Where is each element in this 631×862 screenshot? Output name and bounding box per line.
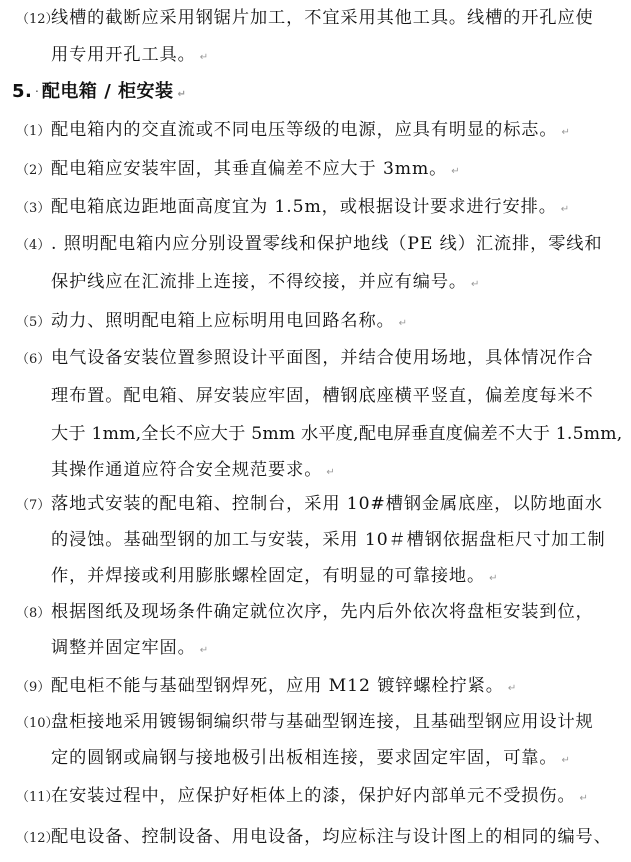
item-number: （11） [16,790,59,805]
item-text: 盘柜接地采用镀锡铜编织带与基础型钢连接，且基础型钢应用设计规 [51,712,594,732]
item-text: 配电设备、控制设备、用电设备，均应标注与设计图上的相同的编号、 [51,827,612,847]
item-text: 根据图纸及现场条件确定就位次序，先内后外依次将盘柜安装到位， [51,602,594,622]
paragraph-mark-icon: ↵ [471,279,480,290]
item-text: 线槽的截断应采用钢锯片加工，不宜采用其他工具。线槽的开孔应使 [51,8,594,28]
item-text: 配电箱应安装牢固，其垂直偏差不应大于 3mm。 [51,159,448,179]
paragraph-mark-icon: ↵ [507,683,517,694]
item-number: （9） [16,680,51,695]
item-number: （2） [16,163,51,178]
item-text: 大于 1mm,全长不应大于 5mm 水平度,配电屏垂直度偏差不大于 1.5mm, [51,424,623,444]
paragraph-mark-icon: ↵ [560,204,570,215]
item-text: 动力、照明配电箱上应标明用电回路名称。 [51,311,395,331]
item-text: 作，并焊接或利用膨胀螺栓固定，有明显的可靠接地。 [51,566,486,586]
paragraph-mark-icon: ↵ [579,793,588,804]
paragraph-mark-icon: ↵ [489,573,498,584]
item-text: 用专用开孔工具。 [51,45,196,65]
item-text: 配电柜不能与基础型钢焊死，应用 M12 镀锌螺栓拧紧。 [51,676,504,696]
paragraph-mark-icon: ↵ [451,166,460,177]
item-text: 落地式安装的配电箱、控制台，采用 10#槽钢金属底座，以防地面水 [51,494,603,514]
section-heading [12,81,186,106]
item-text: 配电箱内的交直流或不同电压等级的电源，应具有明显的标志。 [51,120,558,140]
item-text: 保护线应在汇流排上连接，不得绞接，并应有编号。 [51,272,468,292]
item-text: 的浸蚀。基础型钢的加工与安装，采用 10＃槽钢依据盘柜尺寸加工制 [51,530,606,550]
item-text: 理布置。配电箱、屏安装应牢固，槽钢底座横平竖直，偏差度每米不 [51,386,594,406]
item-number: （1） [16,124,51,139]
paragraph-mark-icon: ↵ [326,467,335,478]
item-number: （12） [16,831,59,846]
item-text: 调整并固定牢固。 [51,638,196,658]
paragraph-mark-icon: ↵ [199,52,209,63]
item-number: （8） [16,606,51,621]
paragraph-mark-icon: ↵ [398,318,408,329]
item-text: 其操作通道应符合安全规范要求。 [51,460,323,480]
heading-number: 5. [12,81,33,102]
heading-dot-icon: · [35,87,39,96]
item-number: （7） [16,498,51,513]
item-text: 电气设备安装位置参照设计平面图，并结合使用场地，具体情况作合 [51,348,594,368]
item-number: （5） [16,315,51,330]
item-number: （6） [16,352,51,367]
heading-title: 配电箱 / 柜安装 [41,81,174,102]
item-number: （12） [16,12,59,27]
item-number: （10） [16,716,59,731]
paragraph-mark-icon: ↵ [177,89,186,100]
item-text: 配电箱底边距地面高度宜为 1.5m，或根据设计要求进行安排。 [51,197,557,217]
paragraph-mark-icon: ↵ [199,645,209,656]
item-text: 在安装过程中，应保护好柜体上的漆，保护好内部单元不受损伤。 [51,786,576,806]
item-number: （3） [16,201,51,216]
item-number: （4） [16,238,51,253]
paragraph-mark-icon: ↵ [561,127,570,138]
item-text: . 照明配电箱内应分别设置零线和保护地线（PE 线）汇流排，零线和 [51,234,603,254]
item-text: 定的圆钢或扁钢与接地极引出板相连接，要求固定牢固，可靠。 [51,748,558,768]
paragraph-mark-icon: ↵ [561,755,570,766]
